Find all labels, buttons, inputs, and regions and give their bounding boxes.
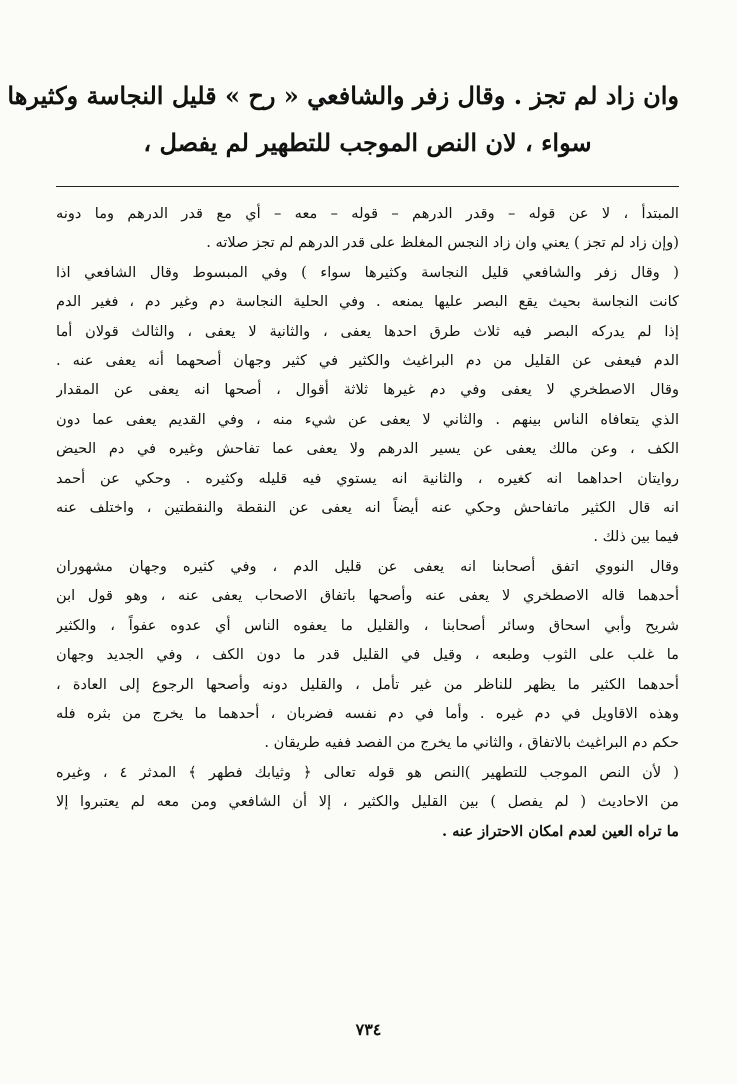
commentary-line: ( لأن النص الموجب للتطهير )النص هو قوله تعالى ﴿ وثيابك فطهر ﴾ المدثر ٤ ، وغيره xyxy=(56,763,679,781)
commentary-line: أحدهما قاله الاصطخري لا يعفى عنه وأصحها باتفاق الاصحاب يعفى عنه ، وهو قول ابن xyxy=(56,587,679,605)
commentary-paragraph xyxy=(56,199,679,846)
commentary-line: وقال النووي اتفق أصحابنا انه يعفى عن قليل الدم ، وفي كثيره وجهان مشهوران xyxy=(56,557,679,575)
page-number: ٧٣٤ xyxy=(355,1020,382,1039)
main-text-block xyxy=(7,0,679,166)
main-text-line: وان زاد لم تجز . وقال زفر والشافعي « رح » قليل النجاسة وكثيرها xyxy=(7,81,679,110)
main-text-line: سواء ، لان النص الموجب للتطهير لم يفصل ، xyxy=(143,128,592,157)
commentary-line: الدم فيعفى عن القليل من دم البراغيث والكثير في كثير وجهان أصحهما أنه يعفى عنه . xyxy=(56,352,679,370)
commentary-line: حكم دم البراغيث بالاتفاق ، والثاني ما يخرج من الفصد ففيه طريقان . xyxy=(264,734,679,752)
commentary-line: ( وقال زفر والشافعي قليل النجاسة وكثيرها سواء ) وفي المبسوط وقال الشافعي اذا xyxy=(56,263,679,281)
separator-rule xyxy=(56,186,679,187)
commentary-line: الذي يتعافاه الناس بينهم . والثاني لا يعفى عن شيء منه ، وفي القديم يعفى عما دون xyxy=(56,410,679,428)
commentary-line: أحدهما الكثير ما يظهر للناظر من غير تأمل ، والقليل دونه وأصحها الرجوع إلى العادة ، xyxy=(56,675,679,693)
commentary-line: ما تراه العين لعدم امكان الاحتراز عنه . xyxy=(442,822,679,840)
commentary-line: وقال الاصطخري لا يعفى وفي دم غيرها ثلاثة أقوال ، أصحها انه يعفى عن المقدار xyxy=(56,381,679,399)
commentary-line: فيما بين ذلك . xyxy=(593,528,679,546)
commentary-line: من الاحاديث ( لم يفصل ) بين القليل والكثير ، إلا أن الشافعي ومن معه لم يعتبروا إلا xyxy=(56,793,679,811)
commentary-line: المبتدأ ، لا عن قوله – وقدر الدرهم – قوله – معه – أي مع قدر الدرهم وما دونه xyxy=(56,205,679,222)
commentary-line: كانت النجاسة بحيث يقع البصر عليها يمنعه . وفي الحلية النجاسة دم وغير دم ، فغير الدم xyxy=(56,293,679,311)
commentary-block xyxy=(56,199,679,846)
commentary-line: (وإن زاد لم تجز ) يعني وان زاد النجس المغلظ على قدر الدرهم لم تجز صلاته . xyxy=(206,234,679,252)
commentary-line: انه قال الكثير ماتفاحش وحكي عنه أيضاً انه يعفى عن النقطة والنقطتين ، واختلف عنه xyxy=(56,499,679,517)
commentary-line: وهذه الاقاويل في دم غيره . وأما في دم نفسه فضربان ، أحدهما ما يخرج من بثره فله xyxy=(56,704,679,722)
commentary-line: شريح وأبي اسحاق وسائر أصحابنا ، والقليل ما يعفوه الناس أي عدوه عفواً ، والكثير xyxy=(56,616,679,634)
commentary-line: الكف ، وعن مالك يعفى عن يسير الدرهم ولا يعفى عما تفاحش وغيره في دم الحيض xyxy=(56,440,679,458)
commentary-line: روايتان احداهما انه كغيره ، والثانية انه يستوي فيه قليله وكثيره . وحكي عن أحمد xyxy=(56,469,679,487)
commentary-line: ما غلب على الثوب وطبعه ، وقيل في القليل قدر ما دون الكف ، وفي الجديد وجهان xyxy=(56,646,679,664)
commentary-line: إذا لم يدركه البصر فيه ثلاث طرق احدها يعفى ، والثانية لا يعفى ، والثالث قولان أما xyxy=(56,322,679,340)
